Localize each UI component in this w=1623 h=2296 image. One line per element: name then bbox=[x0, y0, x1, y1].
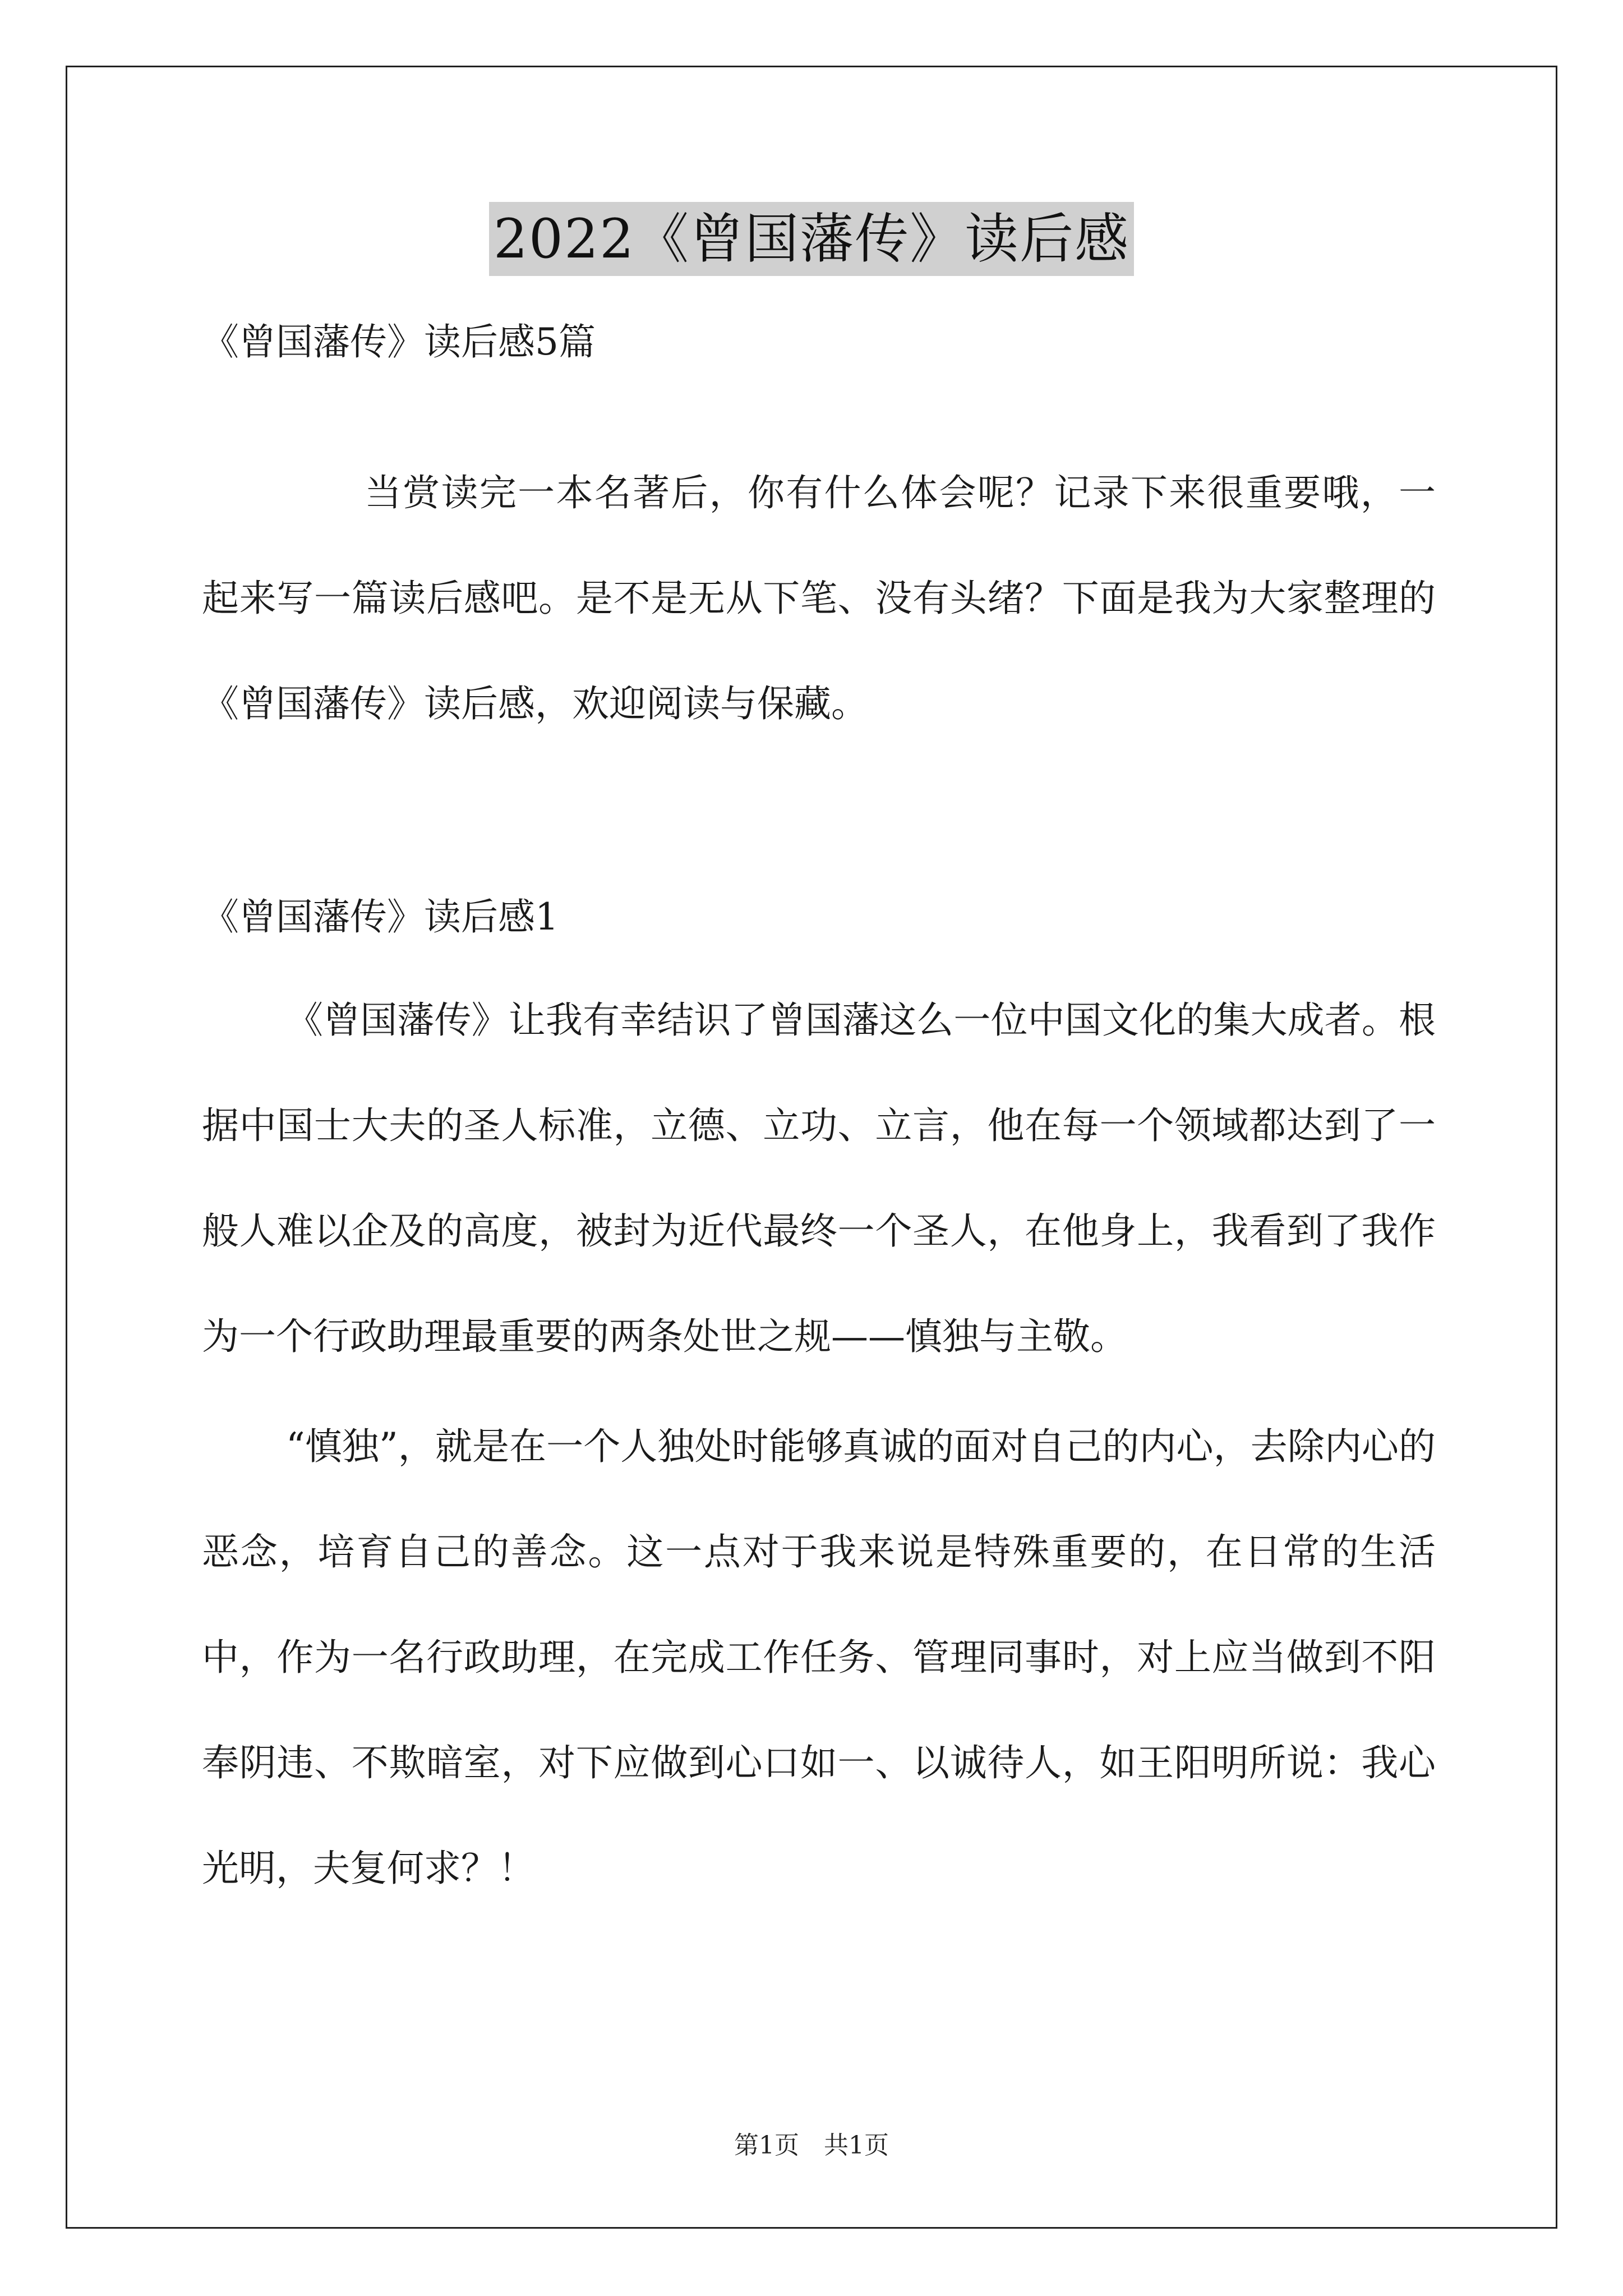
document-title: 2022《曾国藩传》读后感 bbox=[489, 202, 1134, 276]
document-subtitle: 《曾国藩传》读后感5篇 bbox=[202, 320, 596, 364]
title-container bbox=[0, 202, 1623, 276]
page-footer: 第1页 共1页 bbox=[734, 2131, 889, 2160]
body-paragraph-1: 《曾国藩传》让我有幸结识了曾国藩这么一位中国文化的集大成者。根据中国士大夫的圣人标准，立德、立功、立言，他在每一个领域都达到了一般人难以企及的高度，被封为近代最终一个圣人，在他身上，我看到了我作为一个行政助理最重要的两条处世之规——慎独与主敬。 bbox=[202, 999, 1436, 1358]
section-heading: 《曾国藩传》读后感1 bbox=[202, 895, 559, 938]
intro-paragraph: 当赏读完一本名著后，你有什么体会呢？记录下来很重要哦，一起来写一篇读后感吧。是不是无从下笔、没有头绪？下面是我为大家整理的《曾国藩传》读后感，欢迎阅读与保藏。 bbox=[202, 471, 1436, 725]
body-paragraph-2: “慎独”，就是在一个人独处时能够真诚的面对自己的内心，去除内心的恶念，培育自己的善念。这一点对于我来说是特殊重要的，在日常的生活中，作为一名行政助理，在完成工作任务、管理同事时，对上应当做到不阳奉阴违、不欺暗室，对下应做到心口如一、以诚待人，如王阳明所说：我心光明，夫复何求？！ bbox=[202, 1425, 1436, 1890]
